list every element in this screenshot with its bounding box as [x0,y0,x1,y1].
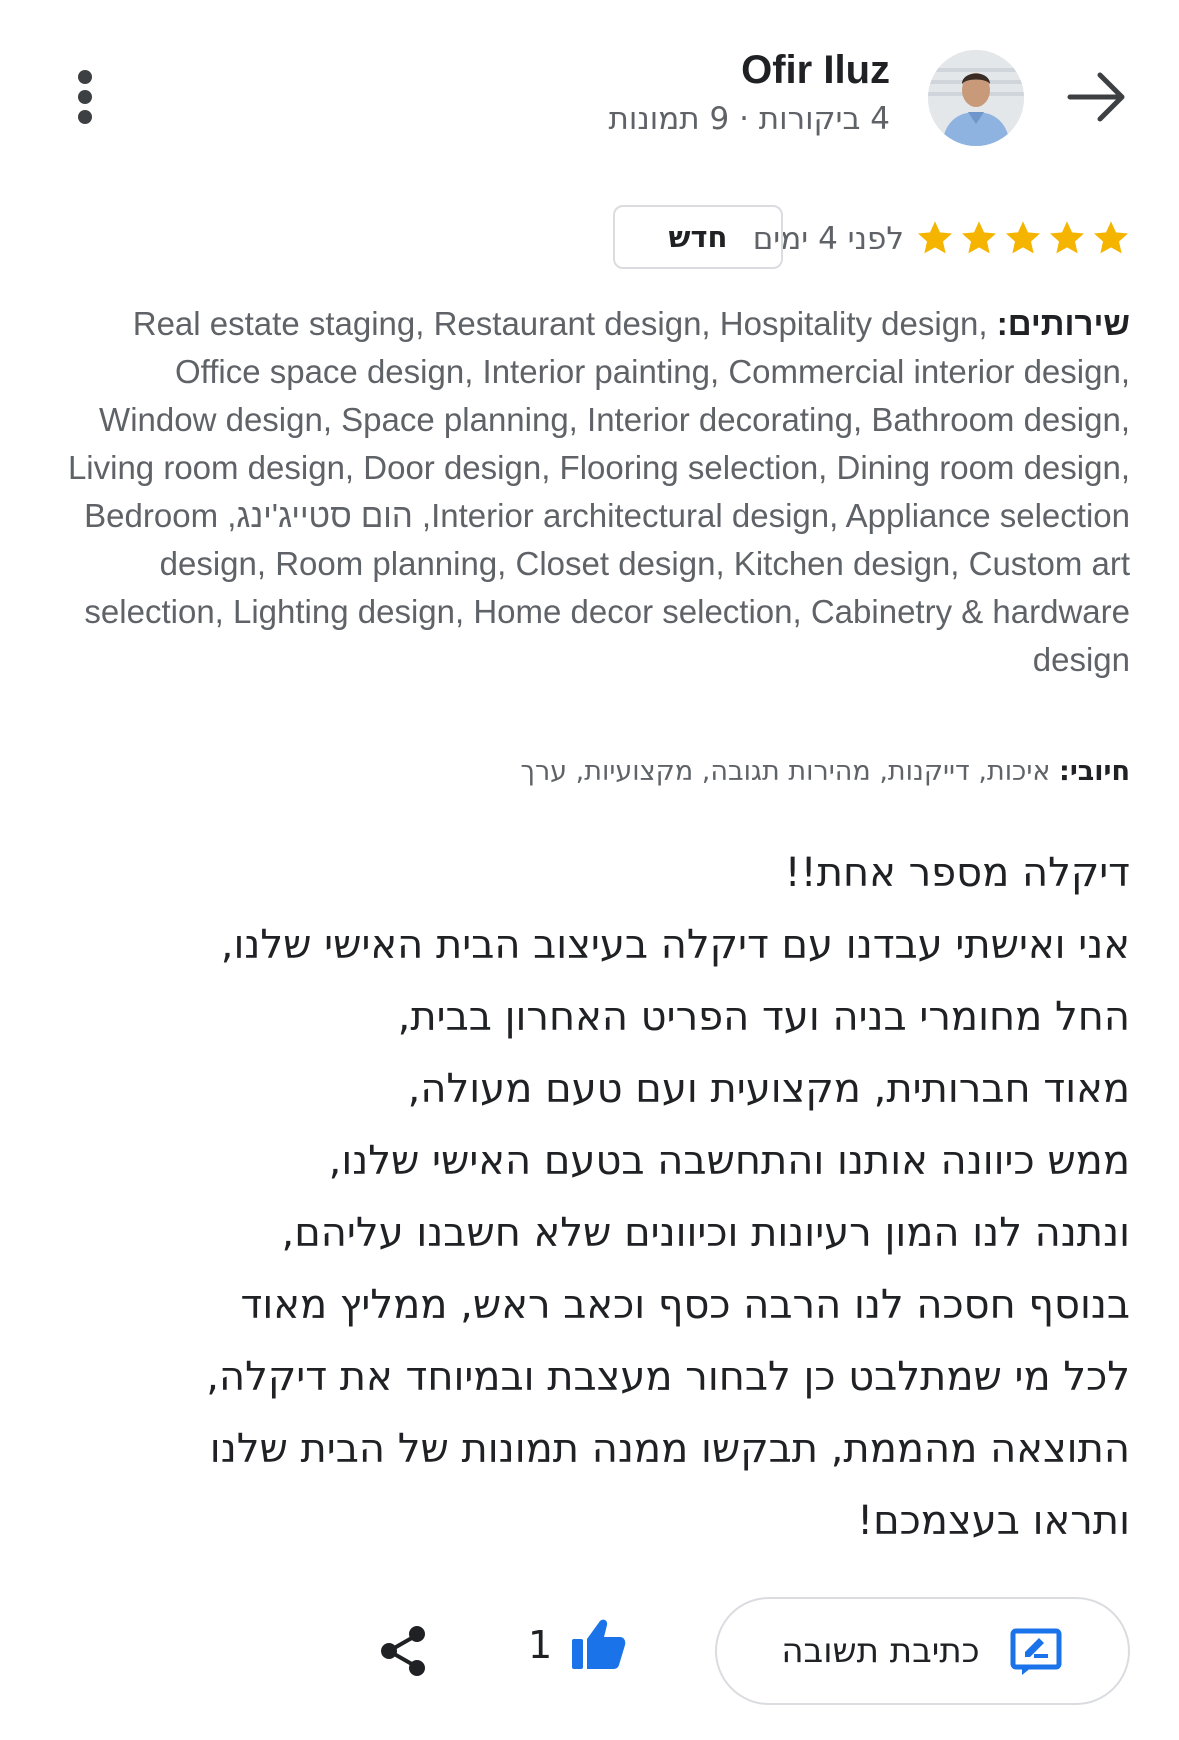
avatar[interactable] [928,50,1024,146]
star-icon [915,218,955,258]
review-text: דיקלה מספר אחת!! אני ואישתי עבדנו עם דיקלה בעיצוב הבית האישי שלנו, החל מחומרי בניה ועד הפריט האחרון בבית, מאוד חברותית, מקצועית ועם טעם מעולה, ממש כיוונה אותנו והתחשבה בטעם האישי שלנו, ונתנה לנו המון רעיונות וכיוונים שלא חשבנו עליהם, בנוסף חסכה לנו הרבה כסף וכאב ראש, ממליץ מאוד לכל מי שמתלבט כן לבחור מעצבת ובמיוחד את דיקלה, התוצאה מהממת, תבקשו ממנה תמונות של הבית שלנו ותראו בעצמכם! [206,850,1130,1544]
share-icon[interactable] [375,1623,431,1679]
positives-section [50,750,1130,794]
like-button[interactable] [528,1615,628,1675]
services-label: שירותים: [996,305,1130,342]
star-rating [915,218,1131,258]
reply-label: כתיבת תשובה [781,1631,980,1671]
star-icon [1003,218,1043,258]
reply-edit-icon [1008,1623,1064,1679]
positives-text: איכות, דייקנות, מהירות תגובה, מקצועיות, ערך [520,756,1051,787]
star-icon [1091,218,1131,258]
services-text: Real estate staging, Restaurant design, Hospitality design, Office space design, Interior painting, Commercial interior design, Window design, Space planning, Interior decorating, Bathroom design, Living room design, Door design, Flooring selection, Dining room design, Interior architectural design, Appliance selection, הום סטייג'ינג, Bedroom design, Room planning, Closet design, Kitchen design, Custom art selection, Lighting design, Home decor selection, Cabinetry & hardware design [67,305,1130,678]
reviewer-meta: 4 ביקורות · 9 תמונות [608,101,890,137]
more-options-icon[interactable] [70,70,100,126]
write-reply-button[interactable] [715,1597,1130,1705]
positives-label: חיובי: [1059,756,1130,787]
review-date: לפני 4 ימים [752,221,904,257]
star-icon [1047,218,1087,258]
reviewer-name[interactable]: Ofir Iluz [741,48,890,92]
services-section [50,300,1130,684]
thumbs-up-icon [568,1615,628,1675]
new-badge: חדש [613,205,783,269]
star-icon [959,218,999,258]
back-arrow-icon[interactable] [1062,62,1132,132]
like-count: 1 [528,1623,553,1667]
